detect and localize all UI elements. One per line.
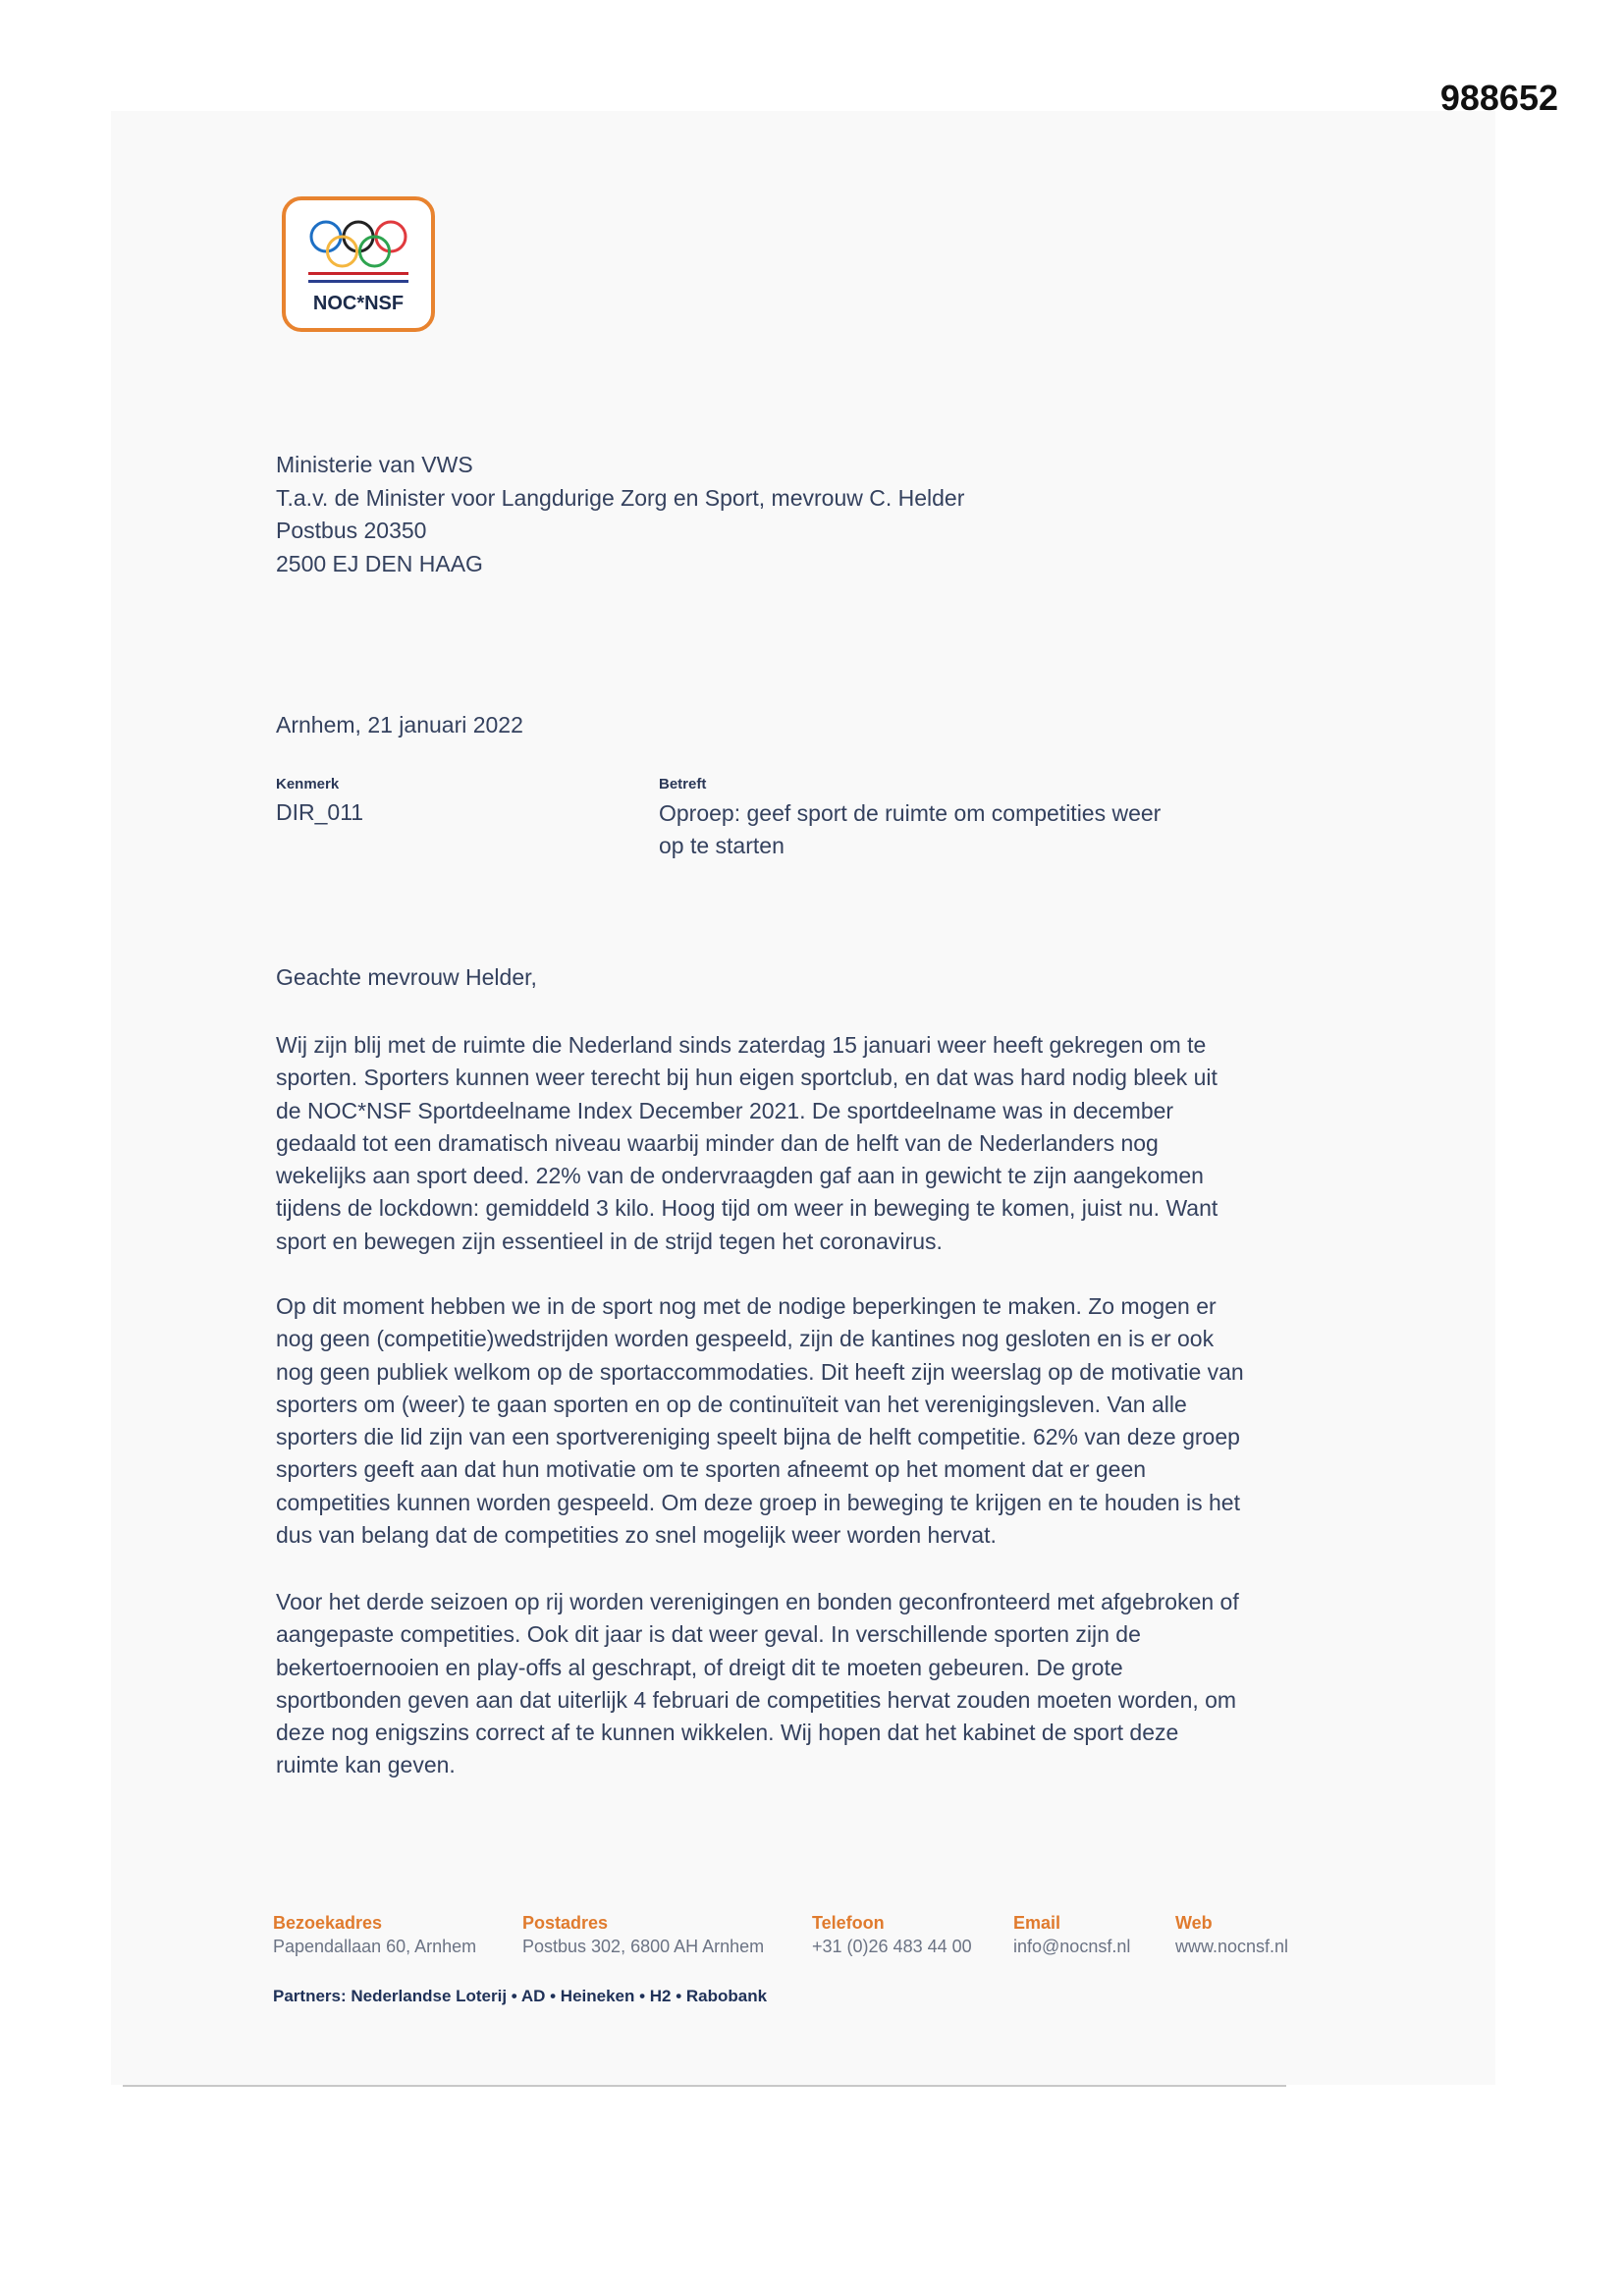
paragraph-line: aangepaste competities. Ook dit jaar is dat weer geval. In verschillende sporten zijn de (276, 1621, 1141, 1648)
subject-label: Betreft (659, 776, 707, 793)
footer-value: info@nocnsf.nl (1013, 1937, 1131, 1956)
paragraph-3 (276, 1586, 1239, 1782)
footer-email (1013, 1911, 1130, 1958)
date-line: Arnhem, 21 januari 2022 (276, 712, 523, 738)
paragraph-line: sporters om (weer) te gaan sporten en op de continuïteit van het verenigingsleven. Van alle (276, 1391, 1187, 1417)
footer-value: Postbus 302, 6800 AH Arnhem (522, 1937, 765, 1956)
logo-wordmark: NOC*NSF (312, 293, 405, 314)
salutation: Geachte mevrouw Helder, (276, 964, 537, 990)
paragraph-2 (276, 1290, 1244, 1552)
footer-web (1175, 1911, 1288, 1958)
footer-label: Postadres (522, 1913, 609, 1933)
paragraph-line: de NOC*NSF Sportdeelname Index December 2021. De sportdeelname was in december (276, 1097, 1174, 1123)
reference-label: Kenmerk (276, 776, 340, 793)
paragraph-line: tijdens de lockdown: gemiddeld 3 kilo. Hoog tijd om weer in beweging te komen, juist nu. Want (276, 1195, 1218, 1222)
footer-label: Email (1013, 1913, 1061, 1933)
recipient-line: T.a.v. de Minister voor Langdurige Zorg en Sport, mevrouw C. Helder (276, 484, 965, 511)
footer-value: +31 (0)26 483 44 00 (812, 1937, 972, 1956)
footer-phone (812, 1911, 972, 1958)
paragraph-line: gedaald tot een dramatisch niveau waarbij minder dan de helft van de Nederlanders nog (276, 1129, 1159, 1156)
footer-label: Web (1175, 1913, 1213, 1933)
paragraph-line: nog geen (competitie)wedstrijden worden gespeeld, zijn de kantines nog gesloten en is er ook (276, 1326, 1215, 1352)
subject-text (659, 797, 1161, 863)
paragraph-line: sporten. Sporters kunnen weer terecht bij hun eigen sportclub, en dat was hard nodig bleek uit (276, 1065, 1218, 1091)
paragraph-line: Op dit moment hebben we in de sport nog met de nodige beperkingen te maken. Zo mogen er (276, 1293, 1217, 1319)
noc-nsf-logo (281, 195, 436, 333)
paragraph-line: dus van belang dat de competities zo snel mogelijk weer worden hervat. (276, 1522, 997, 1549)
flag-stripe-blue (308, 280, 408, 283)
subject-line: op te starten (659, 833, 785, 859)
recipient-line: Postbus 20350 (276, 518, 427, 543)
reference-value: DIR_011 (276, 799, 364, 825)
recipient-line: Ministerie van VWS (276, 452, 473, 477)
document-number: 988652 (1439, 78, 1558, 118)
paragraph-line: sport en bewegen zijn essentieel in de strijd tegen het coronavirus. (276, 1228, 943, 1254)
footer-value: Papendallaan 60, Arnhem (273, 1937, 477, 1956)
footer-label: Telefoon (812, 1913, 885, 1933)
paragraph-line: sporters geeft aan dat hun motivatie om te sporten afneemt op het moment dat er geen (276, 1456, 1147, 1483)
paragraph-1 (276, 1029, 1218, 1258)
paragraph-line: competities kunnen worden gespeeld. Om deze groep in beweging te krijgen en te houden is het (276, 1489, 1240, 1515)
paragraph-line: deze nog enigszins correct af te kunnen wikkelen. Wij hopen dat het kabinet de sport deze (276, 1720, 1179, 1746)
scan-edge-line (123, 2085, 1286, 2087)
recipient-line: 2500 EJ DEN HAAG (276, 550, 483, 576)
paragraph-line: nog geen publiek welkom op de sportaccommodaties. Dit heeft zijn weerslag op de motivatie van (276, 1358, 1244, 1385)
footer-value: www.nocnsf.nl (1175, 1937, 1289, 1956)
footer-postal-address (522, 1911, 764, 1958)
flag-stripe-red (308, 272, 408, 275)
footer-visit-address (273, 1911, 476, 1958)
paragraph-line: wekelijks aan sport deed. 22% van de ondervraagden gaf aan in gewicht te zijn aangekomen (276, 1163, 1204, 1189)
partners-line: Partners: Nederlandse Loterij • AD • Heineken • H2 • Rabobank (273, 1987, 768, 2005)
paragraph-line: sportbonden geven aan dat uiterlijk 4 februari de competities hervat zouden moeten worden, om (276, 1686, 1237, 1713)
subject-line: Oproep: geef sport de ruimte om competities weer (659, 800, 1162, 826)
footer-label: Bezoekadres (273, 1913, 383, 1933)
paragraph-line: Voor het derde seizoen op rij worden verenigingen en bonden geconfronteerd met afgebroken of (276, 1589, 1239, 1614)
recipient-address (276, 449, 964, 580)
paragraph-line: sporters die lid zijn van een sportvereniging speelt bijna de helft competitie. 62% van deze groep (276, 1424, 1240, 1450)
paragraph-line: Wij zijn blij met de ruimte die Nederland sinds zaterdag 15 januari weer heeft gekregen om te (276, 1032, 1207, 1058)
paragraph-line: bekertoernooien en play-offs al geschrapt, of dreigt dit te moeten gebeuren. De grote (276, 1654, 1123, 1680)
paragraph-line: ruimte kan geven. (276, 1752, 456, 1778)
